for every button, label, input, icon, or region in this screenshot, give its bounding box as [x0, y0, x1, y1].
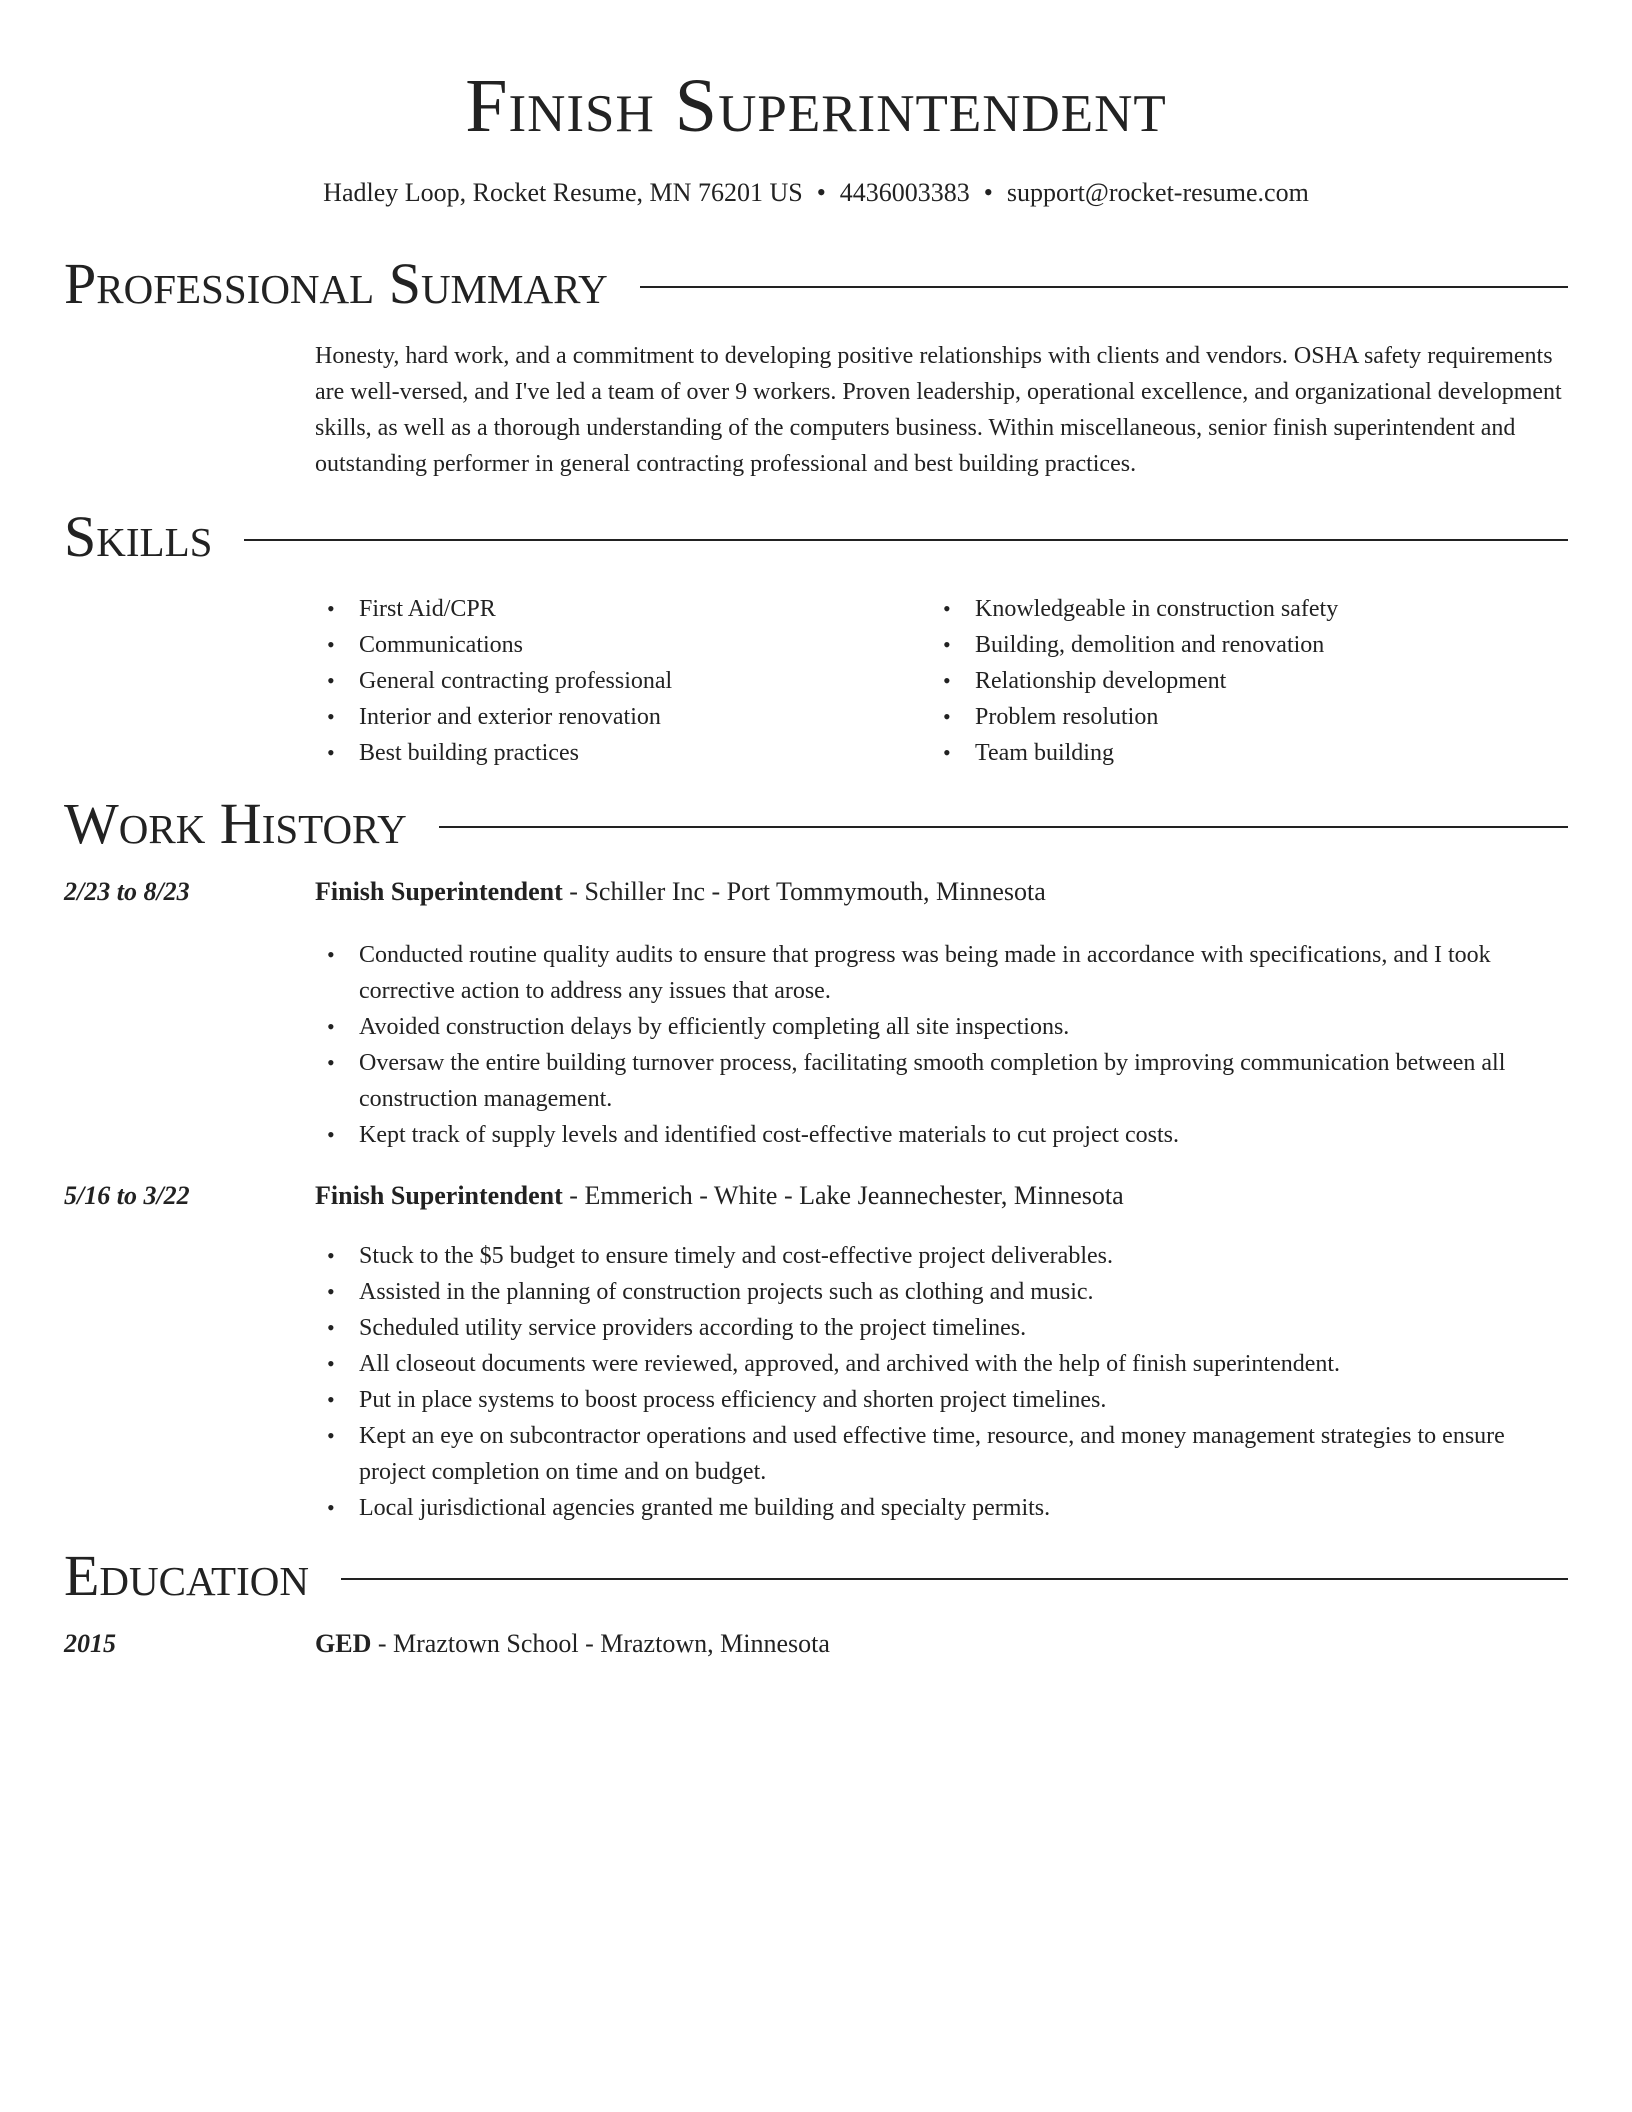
skills-section-title: Skills	[64, 504, 213, 569]
job-bullets	[315, 1238, 1565, 1526]
skill-item: • Relationship development	[931, 663, 1551, 699]
candidate-name: Finish Superintendent	[465, 64, 1167, 148]
job-dates: 2/23 to 8/23	[64, 877, 190, 906]
contact-phone: 4436003383	[839, 178, 970, 207]
skill-item: • Best building practices	[315, 735, 915, 771]
job-bullets	[315, 937, 1565, 1153]
education-heading	[315, 1626, 1565, 1662]
education-degree: GED	[315, 1629, 372, 1658]
job-bullet: • All closeout documents were reviewed, approved, and archived with the help of finish superintendent.	[315, 1346, 1565, 1382]
skill-item: • General contracting professional	[315, 663, 915, 699]
section-divider	[640, 286, 1568, 288]
contact-email: support@rocket-resume.com	[1006, 178, 1309, 207]
education-year: 2015	[64, 1629, 116, 1658]
skill-item: • Building, demolition and renovation	[931, 627, 1551, 663]
job-role: Finish Superintendent	[315, 877, 563, 906]
contact-address: Hadley Loop, Rocket Resume, MN 76201 US	[323, 178, 803, 207]
education-details: - Mraztown School - Mraztown, Minnesota	[371, 1629, 830, 1658]
education-section-title: Education	[64, 1543, 309, 1608]
contact-line	[0, 176, 1632, 210]
job-bullet: • Avoided construction delays by efficiently completing all site inspections.	[315, 1009, 1565, 1045]
job-details: - Schiller Inc - Port Tommymouth, Minnesota	[562, 877, 1046, 906]
skills-section-header	[64, 505, 1568, 569]
section-divider	[341, 1578, 1568, 1580]
job-role: Finish Superintendent	[315, 1181, 563, 1210]
skills-list-left	[315, 591, 915, 771]
job-bullet: • Assisted in the planning of construction projects such as clothing and music.	[315, 1274, 1565, 1310]
job-bullet: • Local jurisdictional agencies granted me building and specialty permits.	[315, 1490, 1565, 1526]
summary-text: Honesty, hard work, and a commitment to developing positive relationships with clients and vendors. OSHA safety requirements are well-versed, and I've led a team of over 9 workers. Proven leadership, operational excellence, and organizational development skills, as well as a thorough understanding of the computers business. Within miscellaneous, senior finish superintendent and outstanding performer in general contracting professional and best building practices.	[315, 343, 1562, 477]
job-dates: 5/16 to 3/22	[64, 1181, 190, 1210]
job-heading	[315, 874, 1565, 910]
job-bullet: • Put in place systems to boost process efficiency and shorten project timelines.	[315, 1382, 1565, 1418]
contact-separator: •	[816, 178, 826, 207]
job-bullet: • Kept track of supply levels and identified cost-effective materials to cut project costs.	[315, 1117, 1565, 1153]
job-bullet: • Stuck to the $5 budget to ensure timely and cost-effective project deliverables.	[315, 1238, 1565, 1274]
skill-item: • Communications	[315, 627, 915, 663]
skill-item: • Team building	[931, 735, 1551, 771]
summary-section-header	[64, 252, 1568, 316]
skills-list-right	[931, 591, 1551, 771]
job-bullet: • Scheduled utility service providers according to the project timelines.	[315, 1310, 1565, 1346]
work-history-section-header	[64, 792, 1568, 856]
job-heading	[315, 1178, 1565, 1214]
section-divider	[439, 826, 1568, 828]
job-details: - Emmerich - White - Lake Jeannechester, Minnesota	[562, 1181, 1124, 1210]
skill-item: • Knowledgeable in construction safety	[931, 591, 1551, 627]
skill-item: • Interior and exterior renovation	[315, 699, 915, 735]
work-history-section-title: Work History	[64, 791, 407, 856]
skill-item: • First Aid/CPR	[315, 591, 915, 627]
section-divider	[244, 539, 1568, 541]
job-bullet: • Kept an eye on subcontractor operations and used effective time, resource, and money management strategies to ensure project completion on time and on budget.	[315, 1418, 1565, 1490]
education-section-header	[64, 1544, 1568, 1608]
skill-item: • Problem resolution	[931, 699, 1551, 735]
job-bullet: • Conducted routine quality audits to ensure that progress was being made in accordance with specifications, and I took corrective action to address any issues that arose.	[315, 937, 1565, 1009]
contact-separator: •	[983, 178, 993, 207]
job-bullet: • Oversaw the entire building turnover process, facilitating smooth completion by improving communication between all construction management.	[315, 1045, 1565, 1117]
summary-section-title: Professional Summary	[64, 251, 608, 316]
